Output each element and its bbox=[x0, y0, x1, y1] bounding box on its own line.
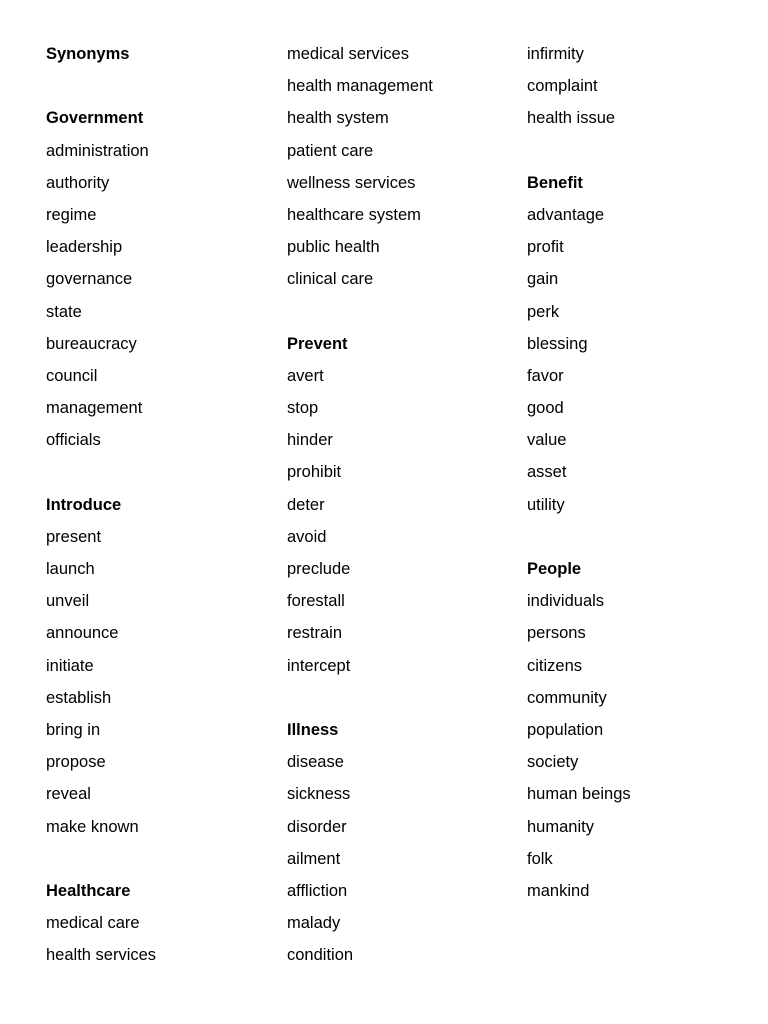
synonym-item: make known bbox=[46, 817, 139, 836]
heading-introduce: Introduce bbox=[46, 495, 122, 514]
synonym-item: value bbox=[527, 431, 567, 450]
synonym-item: avert bbox=[287, 366, 324, 385]
heading-benefit: Benefit bbox=[527, 173, 583, 192]
synonym-item: avoid bbox=[287, 527, 327, 546]
heading-government: Government bbox=[46, 109, 144, 128]
synonym-item: healthcare system bbox=[287, 205, 421, 224]
synonym-item: governance bbox=[46, 270, 133, 289]
synonym-item: wellness services bbox=[287, 173, 416, 192]
synonym-item: blessing bbox=[527, 334, 588, 353]
synonym-item: hinder bbox=[287, 431, 333, 450]
synonym-item: unveil bbox=[46, 592, 90, 611]
synonym-item: asset bbox=[527, 463, 567, 482]
synonym-item: medical care bbox=[46, 914, 140, 933]
synonym-item: prohibit bbox=[287, 463, 342, 482]
synonym-item: malady bbox=[287, 914, 341, 933]
spacer bbox=[527, 135, 757, 167]
synonym-item: good bbox=[527, 399, 564, 418]
synonym-item: ailment bbox=[287, 849, 341, 868]
column-3 bbox=[527, 38, 757, 907]
synonym-item: folk bbox=[527, 849, 553, 868]
spacer bbox=[287, 682, 517, 714]
synonym-item: sickness bbox=[287, 785, 351, 804]
synonym-item: favor bbox=[527, 366, 564, 385]
heading-healthcare: Healthcare bbox=[46, 881, 131, 900]
heading-prevent: Prevent bbox=[287, 334, 348, 353]
synonym-item: administration bbox=[46, 141, 149, 160]
synonym-item: regime bbox=[46, 205, 97, 224]
synonym-item: health management bbox=[287, 77, 433, 96]
spacer bbox=[46, 456, 276, 488]
spacer bbox=[287, 296, 517, 328]
synonym-item: initiate bbox=[46, 656, 94, 675]
synonym-item: persons bbox=[527, 624, 586, 643]
synonym-item: profit bbox=[527, 238, 564, 257]
column-1 bbox=[46, 38, 276, 971]
synonym-item: reveal bbox=[46, 785, 91, 804]
synonym-item: deter bbox=[287, 495, 325, 514]
synonym-item: forestall bbox=[287, 592, 345, 611]
synonym-item: gain bbox=[527, 270, 559, 289]
heading-people: People bbox=[527, 560, 582, 578]
synonym-item: stop bbox=[287, 399, 319, 418]
synonym-item: advantage bbox=[527, 205, 605, 224]
synonym-item: humanity bbox=[527, 817, 594, 836]
synonym-item: infirmity bbox=[527, 45, 584, 63]
synonym-item: establish bbox=[46, 688, 112, 707]
synonym-item: council bbox=[46, 366, 98, 385]
synonym-item: bureaucracy bbox=[46, 334, 137, 353]
synonym-item: utility bbox=[527, 495, 565, 514]
synonym-item: management bbox=[46, 399, 143, 418]
synonym-item: community bbox=[527, 688, 607, 707]
synonym-item: patient care bbox=[287, 141, 374, 160]
column-2 bbox=[287, 38, 517, 971]
synonym-item: disorder bbox=[287, 817, 347, 836]
synonym-item: state bbox=[46, 302, 82, 321]
synonym-item: announce bbox=[46, 624, 119, 643]
synonym-item: public health bbox=[287, 238, 380, 257]
heading-illness: Illness bbox=[287, 720, 339, 739]
synonym-item: health issue bbox=[527, 109, 616, 128]
synonym-item: affliction bbox=[287, 881, 348, 900]
synonym-item: leadership bbox=[46, 238, 123, 257]
synonym-item: human beings bbox=[527, 785, 631, 804]
synonym-item: intercept bbox=[287, 656, 351, 675]
synonym-item: disease bbox=[287, 753, 344, 772]
synonym-item: officials bbox=[46, 431, 101, 450]
synonym-item: complaint bbox=[527, 77, 598, 96]
spacer bbox=[46, 70, 276, 102]
synonym-item: medical services bbox=[287, 45, 409, 63]
synonym-item: propose bbox=[46, 753, 106, 772]
synonym-item: clinical care bbox=[287, 270, 374, 289]
synonym-item: present bbox=[46, 527, 102, 546]
spacer bbox=[46, 843, 276, 875]
synonym-item: health services bbox=[46, 946, 157, 965]
synonym-item: individuals bbox=[527, 592, 605, 611]
synonym-item: society bbox=[527, 753, 579, 772]
synonym-item: bring in bbox=[46, 720, 101, 739]
synonym-item: condition bbox=[287, 946, 354, 965]
synonym-item: launch bbox=[46, 560, 95, 578]
spacer bbox=[527, 521, 757, 553]
synonym-item: authority bbox=[46, 173, 110, 192]
synonym-item: restrain bbox=[287, 624, 343, 643]
synonym-item: mankind bbox=[527, 881, 590, 900]
document-title: Synonyms bbox=[46, 45, 130, 63]
synonym-item: health system bbox=[287, 109, 389, 128]
synonym-item: population bbox=[527, 720, 604, 739]
synonym-item: perk bbox=[527, 302, 560, 321]
synonym-item: citizens bbox=[527, 656, 583, 675]
synonym-item: preclude bbox=[287, 560, 351, 578]
